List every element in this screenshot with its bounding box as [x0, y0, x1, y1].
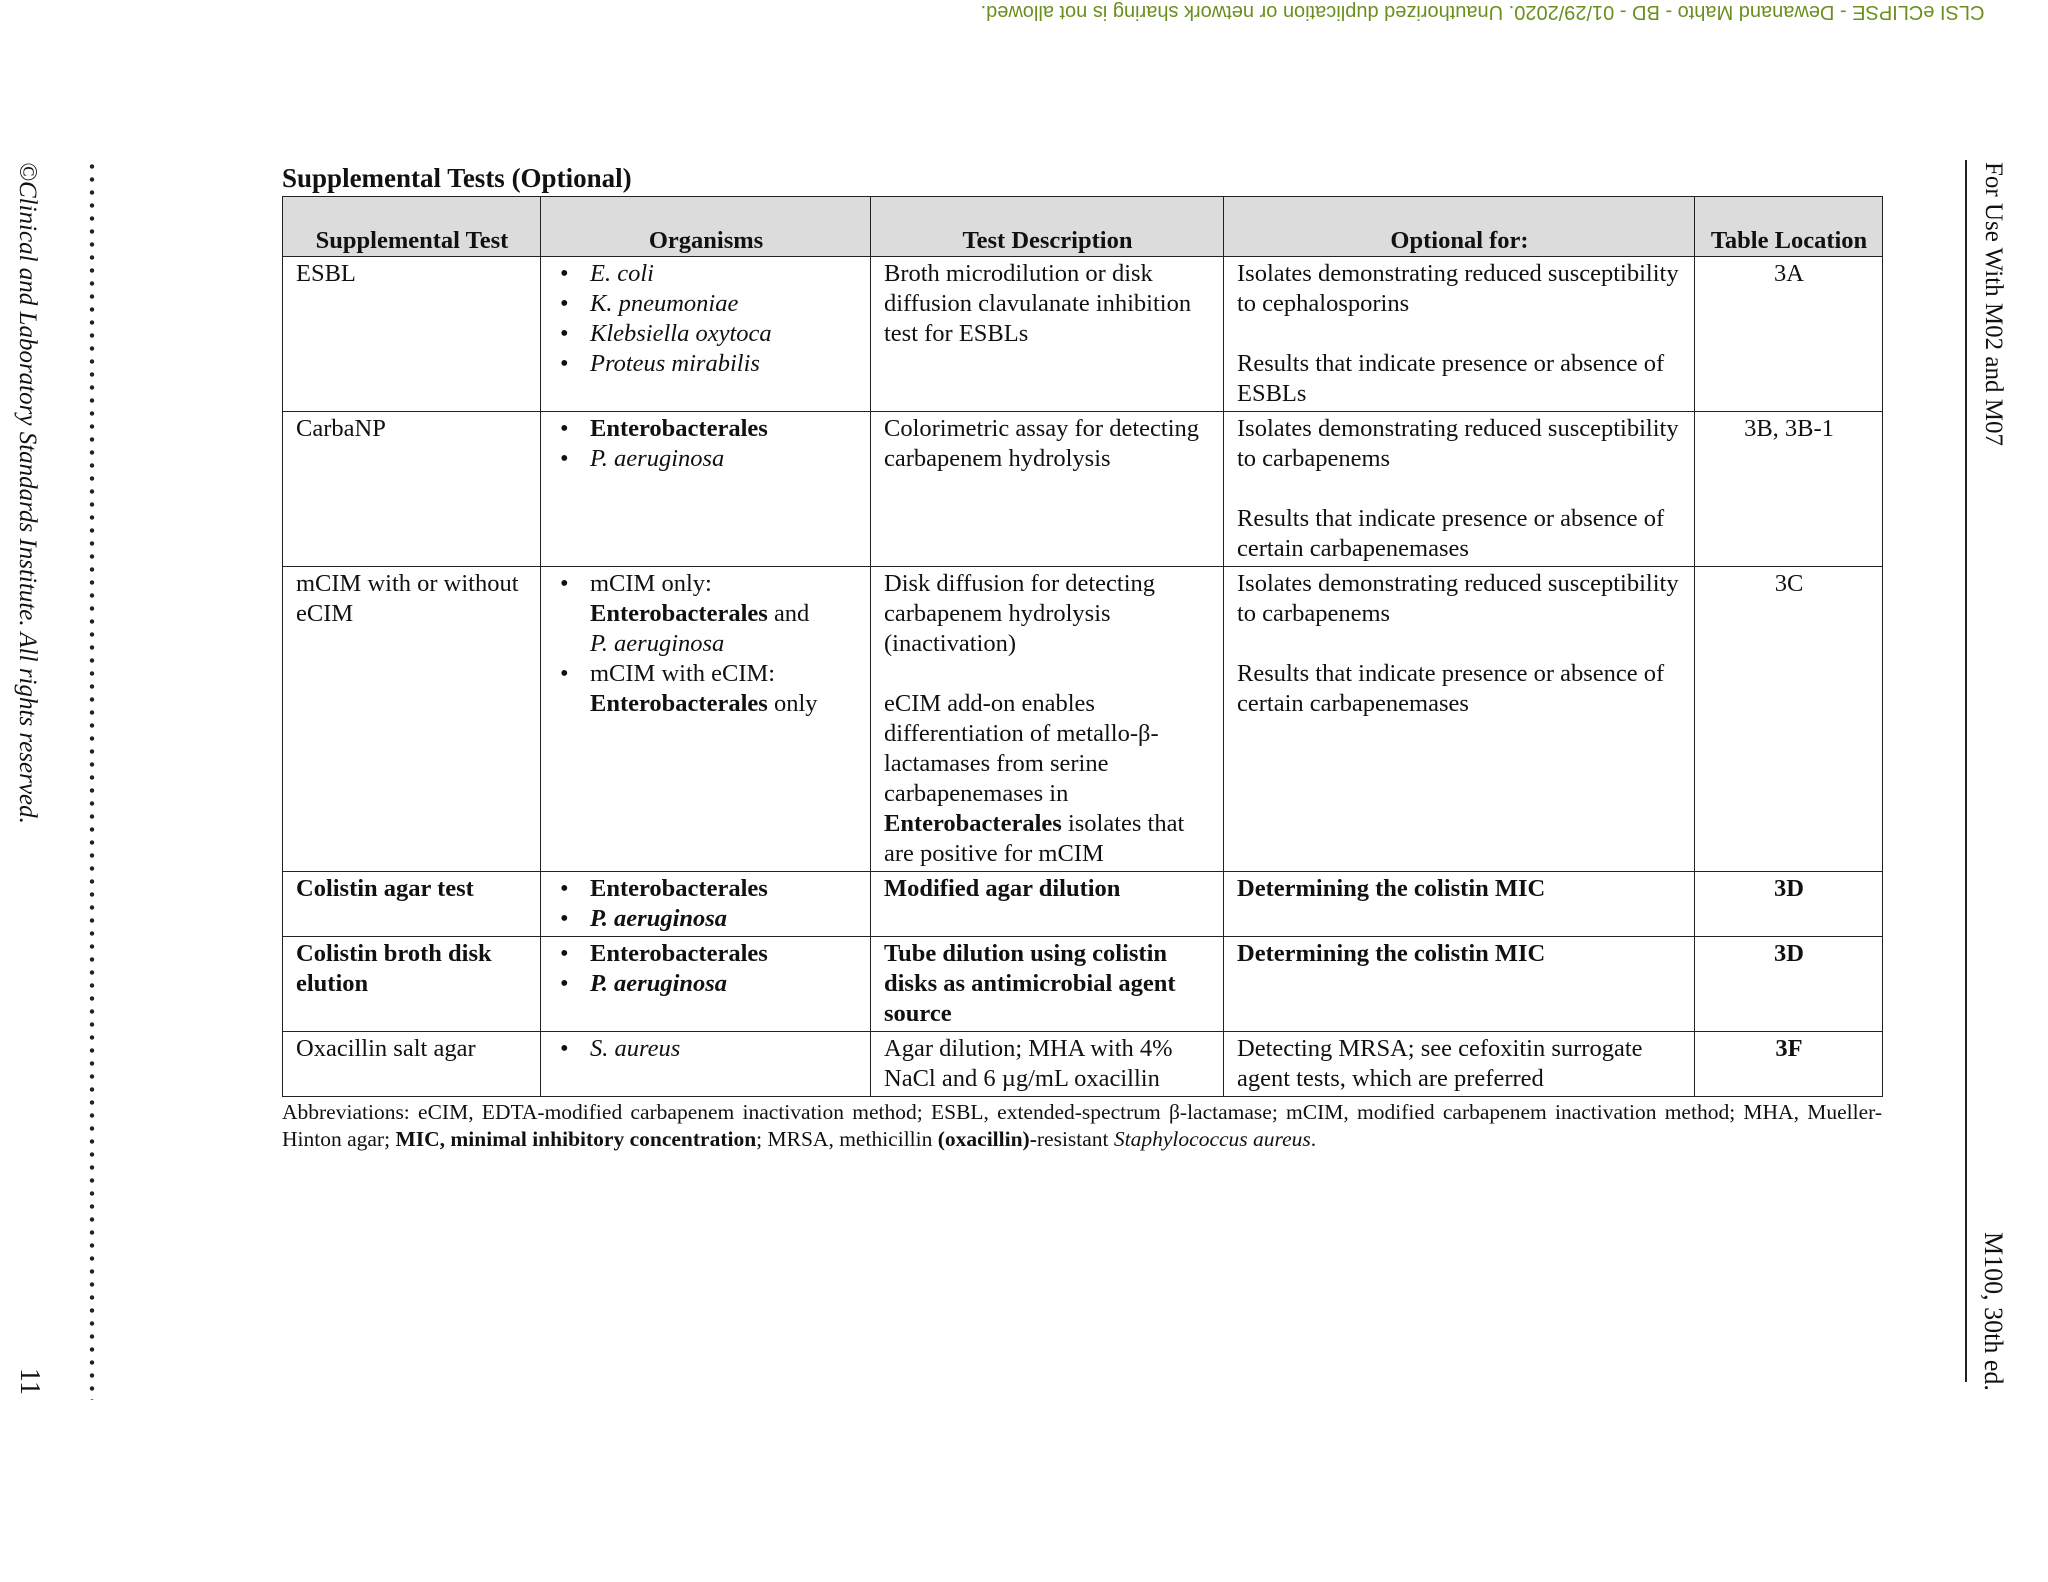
organism-tail: only [767, 690, 818, 717]
header-table-location: Table Location [1695, 197, 1883, 257]
header-supplemental-test: Supplemental Test [283, 197, 541, 257]
organism-item: • P. aeruginosa [590, 969, 858, 999]
optional-text: Results that indicate presence or absence of certain carbapenemases [1237, 505, 1665, 562]
organism-item: • E. coli [590, 259, 858, 289]
cell-organisms [541, 412, 871, 567]
optional-text: Isolates demonstrating reduced susceptibility to carbapenems [1237, 570, 1679, 627]
cell-location: 3B, 3B-1 [1695, 412, 1883, 567]
table-row [283, 257, 1883, 412]
cell-organisms [541, 937, 871, 1032]
cell-location: 3C [1695, 567, 1883, 872]
cell-test: Colistin broth disk elution [283, 937, 541, 1032]
cell-location: 3D [1695, 872, 1883, 937]
organism-lead: mCIM with eCIM: [590, 660, 776, 687]
table-row [283, 872, 1883, 937]
organism-item: • Proteus mirabilis [590, 349, 858, 379]
running-header-use: For Use With M02 and M07 [1980, 162, 2007, 446]
optional-text: Isolates demonstrating reduced susceptibility to carbapenems [1237, 415, 1679, 472]
document-content [282, 162, 1882, 1153]
cell-optional-for [1224, 257, 1695, 412]
description-text: eCIM add-on enables differentiation of metallo-β-lactamases from serine carbapenemases in Enterobacterales isolates that are positive for mCIM [884, 690, 1185, 867]
cell-optional-for [1224, 412, 1695, 567]
cell-test: Colistin agar test [283, 872, 541, 937]
organism-item: • Klebsiella oxytoca [590, 319, 858, 349]
organism-item [590, 659, 858, 719]
cell-optional-for: Determining the colistin MIC [1224, 872, 1695, 937]
cell-organisms [541, 1032, 871, 1097]
table-row [283, 1032, 1883, 1097]
organism-bold: Enterobacterales [590, 690, 768, 717]
organism-italic: P. aeruginosa [590, 630, 725, 657]
supplemental-tests-table [282, 196, 1883, 1097]
organism-item: • S. aureus [590, 1034, 858, 1064]
header-test-description: Test Description [871, 197, 1224, 257]
right-margin-rule [1965, 160, 1967, 1382]
cell-location: 3D [1695, 937, 1883, 1032]
cell-description: Modified agar dilution [871, 872, 1224, 937]
cell-test: mCIM with or without eCIM [283, 567, 541, 872]
copyright-notice: ©Clinical and Laboratory Standards Institute. All rights reserved. [14, 162, 41, 824]
optional-text: Isolates demonstrating reduced susceptibility to cephalosporins [1237, 260, 1679, 317]
table-row [283, 567, 1883, 872]
organism-item: • K. pneumoniae [590, 289, 858, 319]
cell-organisms [541, 872, 871, 937]
cell-location: 3A [1695, 257, 1883, 412]
watermark: CLSI eCLIPSE - Dewanand Mahto - BD - 01/29/2020. Unauthorized duplication or network sharing is not allowed. [980, 1, 1985, 23]
page-number: 11 [14, 1368, 45, 1395]
organism-item: • P. aeruginosa [590, 904, 858, 934]
organism-bold: Enterobacterales [590, 600, 768, 627]
section-title: Supplemental Tests (Optional) [282, 163, 632, 193]
header-organisms: Organisms [541, 197, 871, 257]
abbreviations-note: Abbreviations: eCIM, EDTA-modified carbapenem inactivation method; ESBL, extended-spectrum β-lactamase; mCIM, modified carbapenem inactivation method; MHA, Mueller-Hinton agar; MIC, minimal inhibitory concentration; MRSA, methicillin (oxacillin)-resistant Staphylococcus aureus. [282, 1100, 1882, 1151]
cell-organisms [541, 567, 871, 872]
cell-description [871, 567, 1224, 872]
organism-item: • Enterobacterales [590, 939, 858, 969]
organism-item: • Enterobacterales [590, 414, 858, 444]
optional-text: Results that indicate presence or absence of certain carbapenemases [1237, 660, 1665, 717]
cell-test: CarbaNP [283, 412, 541, 567]
running-header-edition: M100, 30th ed. [1979, 1232, 2008, 1391]
table-row [283, 412, 1883, 567]
description-text: Disk diffusion for detecting carbapenem hydrolysis (inactivation) [884, 570, 1156, 657]
organism-item: • P. aeruginosa [590, 444, 858, 474]
cell-test: Oxacillin salt agar [283, 1032, 541, 1097]
dotted-margin-rule [88, 160, 96, 1400]
organism-item: • Enterobacterales [590, 874, 858, 904]
optional-text: Results that indicate presence or absence of ESBLs [1237, 350, 1665, 407]
header-optional-for: Optional for: [1224, 197, 1695, 257]
cell-description: Agar dilution; MHA with 4% NaCl and 6 µg/mL oxacillin [871, 1032, 1224, 1097]
cell-description: Tube dilution using colistin disks as antimicrobial agent source [871, 937, 1224, 1032]
cell-description: Broth microdilution or disk diffusion clavulanate inhibition test for ESBLs [871, 257, 1224, 412]
cell-organisms [541, 257, 871, 412]
organism-item [590, 569, 858, 659]
organism-and: and [767, 600, 810, 627]
table-row [283, 937, 1883, 1032]
cell-location: 3F [1695, 1032, 1883, 1097]
cell-test: ESBL [283, 257, 541, 412]
cell-optional-for [1224, 567, 1695, 872]
cell-optional-for: Detecting MRSA; see cefoxitin surrogate agent tests, which are preferred [1224, 1032, 1695, 1097]
cell-optional-for: Determining the colistin MIC [1224, 937, 1695, 1032]
organism-lead: mCIM only: [590, 570, 712, 597]
cell-description: Colorimetric assay for detecting carbapenem hydrolysis [871, 412, 1224, 567]
table-header-row [283, 197, 1883, 257]
